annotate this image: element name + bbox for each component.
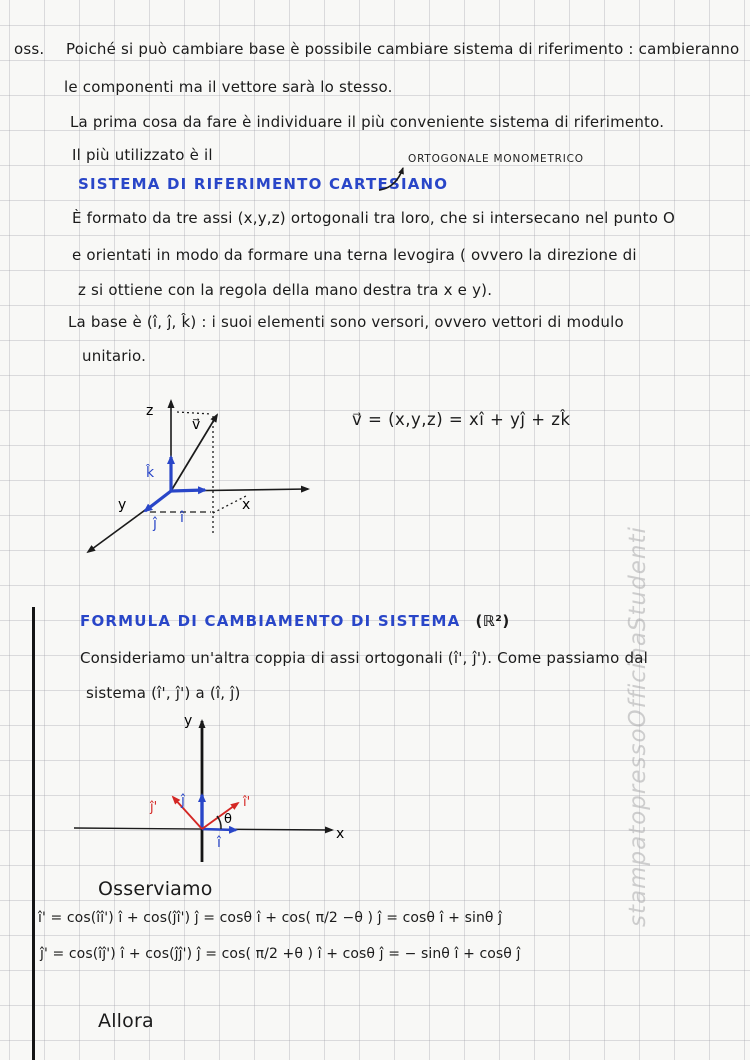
i-hat-label: î bbox=[217, 835, 221, 851]
j-hat-label: ĵ bbox=[153, 516, 157, 532]
x-axis-label: x bbox=[242, 497, 251, 513]
z-axis-label: z bbox=[146, 403, 154, 419]
intro-line-1: Poiché si può cambiare base è possibile cambiare sistema di riferimento : cambieranno bbox=[66, 40, 740, 58]
section-title-change-of-system: FORMULA DI CAMBIAMENTO DI SISTEMA bbox=[80, 612, 461, 630]
r2-suffix: (ℝ²) bbox=[475, 612, 510, 630]
j-prime-label: ĵ' bbox=[150, 800, 158, 815]
change-line-2: sistema (î', ĵ') a (î, ĵ) bbox=[86, 684, 241, 702]
curved-arrow-icon bbox=[376, 160, 410, 194]
i-hat-label: î bbox=[180, 510, 184, 526]
cartesian-line-4: La base è (î, ĵ, k̂) : i suoi elementi sono versori, ovvero vettori di modulo bbox=[68, 313, 624, 331]
basis-formula-1: î' = cos(îî') î + cos(ĵî') ĵ = cosθ î + cos( π/2 −θ ) ĵ = cosθ î + sinθ ĵ bbox=[38, 910, 503, 926]
closing-label: Allora bbox=[98, 1010, 154, 1032]
intro-line-2: le componenti ma il vettore sarà lo stesso. bbox=[64, 78, 393, 96]
j-hat-arrow bbox=[145, 491, 171, 511]
watermark-text: stampatopressoOfficinaStudenti bbox=[625, 526, 651, 927]
i-prime-label: î' bbox=[243, 795, 251, 810]
section-title-cartesian: SISTEMA DI RIFERIMENTO CARTESIANO bbox=[78, 175, 449, 193]
i-prime-arrow bbox=[202, 803, 238, 829]
dotted-projection-top bbox=[177, 412, 211, 414]
x-axis-label: x bbox=[336, 826, 345, 842]
y-axis-label: y bbox=[118, 497, 127, 513]
j-prime-arrow bbox=[173, 797, 202, 829]
change-line-1: Consideriamo un'altra coppia di assi ortogonali (î', ĵ'). Come passiamo dal bbox=[80, 649, 648, 667]
v-vector-label: v⃗ bbox=[192, 417, 201, 433]
intro-line-4: Il più utilizzato è il bbox=[72, 146, 213, 164]
cartesian-line-2: e orientati in modo da formare una terna levogira ( ovvero la direzione di bbox=[72, 246, 637, 264]
i-hat-arrow bbox=[171, 490, 205, 491]
cartesian-line-1: È formato da tre assi (x,y,z) ortogonali tra loro, che si intersecano nel punto O bbox=[72, 209, 676, 227]
cartesian-3d-axes-diagram bbox=[58, 385, 353, 570]
cartesian-line-3: z si ottiene con la regola della mano destra tra x e y). bbox=[78, 281, 493, 299]
y-axis-label: y bbox=[184, 713, 193, 729]
basis-formula-2: ĵ' = cos(îĵ') î + cos(ĵĵ') ĵ = cos( π/2 +θ ) î + cosθ ĵ = − sinθ î + cosθ ĵ bbox=[40, 946, 521, 962]
theta-angle-arc bbox=[217, 816, 221, 829]
j-hat-label: ĵ bbox=[181, 793, 185, 809]
margin-line bbox=[32, 607, 35, 1060]
annotation-orthogonal-monometric: ORTOGONALE MONOMETRICO bbox=[408, 153, 584, 165]
theta-label: θ bbox=[224, 812, 232, 827]
k-hat-label: k̂ bbox=[146, 465, 155, 481]
intro-line-3: La prima cosa da fare è individuare il più conveniente sistema di riferimento. bbox=[70, 113, 665, 131]
vector-components-formula: v⃗ = (x,y,z) = xî + yĵ + zk̂ bbox=[352, 410, 571, 429]
rotated-axes-2d-diagram bbox=[60, 705, 360, 870]
i-hat-arrow bbox=[202, 829, 236, 830]
observe-label: Osserviamo bbox=[98, 878, 213, 900]
cartesian-line-5: unitario. bbox=[82, 347, 147, 365]
oss-marker: oss. bbox=[14, 40, 45, 58]
section-title-row bbox=[80, 612, 510, 630]
